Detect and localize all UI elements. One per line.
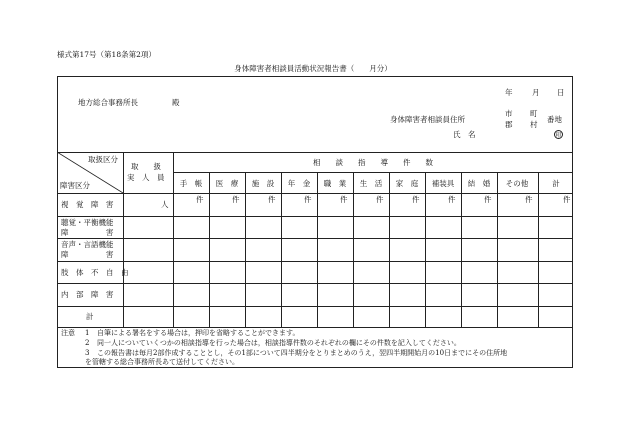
col-header-nenkin: 年 金 bbox=[287, 179, 311, 188]
col-header-katei: 家 庭 bbox=[395, 179, 419, 188]
col-header-techou: 手 帳 bbox=[179, 179, 203, 188]
row-label-speech-1: 音声・言語機能 bbox=[61, 240, 114, 249]
row-label-speech-2: 障 害 bbox=[61, 250, 114, 259]
col-header-shisetsu: 施 設 bbox=[251, 179, 275, 188]
unit-case-techou: 件 bbox=[196, 195, 204, 204]
honorific: 殿 bbox=[172, 98, 180, 107]
header-bottom-line bbox=[57, 193, 573, 194]
unit-case-kekkon: 件 bbox=[484, 195, 492, 204]
row-label-hearing-1: 聴覚・平衡機能 bbox=[61, 218, 114, 227]
corner-bottom-label: 障害区分 bbox=[60, 181, 90, 190]
name-label: 氏 名 bbox=[453, 130, 476, 139]
col-header-seikatsu: 生 活 bbox=[359, 179, 383, 188]
note-1-num: 1 bbox=[85, 329, 90, 337]
note-1-text: 自筆による署名をする場合は，押印を省略することができます。 bbox=[97, 329, 300, 337]
unit-case-katei: 件 bbox=[412, 195, 420, 204]
table-bottom-line bbox=[57, 327, 573, 328]
col-header-kekkon: 結 婚 bbox=[467, 179, 491, 188]
row-line-5 bbox=[57, 306, 573, 307]
unit-case-sonota: 件 bbox=[525, 195, 533, 204]
col-header-sonota: その他 bbox=[505, 179, 529, 188]
consult-header-line bbox=[173, 172, 573, 173]
row-line-4 bbox=[57, 283, 573, 284]
notes-prefix: 注意 bbox=[61, 329, 75, 337]
row-label-visual: 視 覚 障 害 bbox=[61, 200, 114, 209]
col-header-total: 計 bbox=[552, 179, 560, 188]
note-2-num: 2 bbox=[85, 339, 90, 347]
row-line-1 bbox=[57, 216, 573, 217]
handled-label-2: 実 人 員 bbox=[127, 173, 165, 182]
handled-label-1: 取 扱 bbox=[131, 162, 161, 171]
row-label-limb: 肢 体 不 自 由 bbox=[61, 268, 129, 277]
unit-case-shokugyou: 件 bbox=[340, 195, 348, 204]
city-label: 市 bbox=[505, 109, 513, 118]
corner-top-label: 取扱区分 bbox=[88, 155, 118, 164]
col-line-label bbox=[123, 152, 124, 327]
banchi-label: 番地 bbox=[547, 115, 562, 124]
row-label-total: 計 bbox=[86, 312, 94, 321]
unit-case-nenkin: 件 bbox=[304, 195, 312, 204]
row-line-2 bbox=[57, 238, 573, 239]
consult-header: 相 談 指 導 件 数 bbox=[313, 158, 433, 167]
row-label-internal: 内 部 障 害 bbox=[61, 290, 114, 299]
unit-person: 人 bbox=[161, 200, 169, 209]
document-title: 身体障害者相談員活動状況報告書（ 月分） bbox=[234, 64, 392, 73]
row-line-3 bbox=[57, 261, 573, 262]
col-header-hosougu: 補装具 bbox=[431, 179, 455, 188]
unit-case-shisetsu: 件 bbox=[268, 195, 276, 204]
note-2-text: 同一人についていくつかの相談指導を行った場合は，相談指導件数のそれぞれの欄にその件数を記入してください。 bbox=[97, 339, 461, 347]
date-year: 年 bbox=[505, 88, 513, 97]
unit-case-iryou: 件 bbox=[232, 195, 240, 204]
report-form bbox=[57, 76, 573, 368]
town-label: 町 bbox=[530, 109, 538, 118]
date-day: 日 bbox=[557, 88, 565, 97]
col-header-iryou: 医 療 bbox=[215, 179, 239, 188]
note-3-continued: を管轄する総合事務所長あて送付してください。 bbox=[85, 358, 239, 366]
form-number: 様式第17号（第18条第2項） bbox=[57, 50, 156, 59]
note-3-num: 3 bbox=[85, 349, 90, 357]
seal-mark: 印 bbox=[555, 132, 562, 139]
village-label: 村 bbox=[530, 120, 538, 129]
date-month: 月 bbox=[532, 88, 540, 97]
unit-case-seikatsu: 件 bbox=[376, 195, 384, 204]
note-3-text: この報告書は毎月2部作成することとし，その1部について四半期分をとりまとめのうえ，翌四半期開始月の10日までにその住所地 bbox=[97, 349, 508, 357]
row-label-hearing-2: 障 害 bbox=[61, 228, 114, 237]
unit-case-total: 件 bbox=[563, 195, 571, 204]
addressee: 地方総合事務所長 bbox=[78, 98, 138, 107]
unit-case-hosougu: 件 bbox=[448, 195, 456, 204]
col-header-shokugyou: 職 業 bbox=[323, 179, 347, 188]
address-label: 身体障害者相談員住所 bbox=[390, 115, 465, 124]
table-top-line bbox=[57, 152, 573, 153]
col-line-handled bbox=[173, 152, 174, 327]
county-label: 郡 bbox=[505, 120, 513, 129]
